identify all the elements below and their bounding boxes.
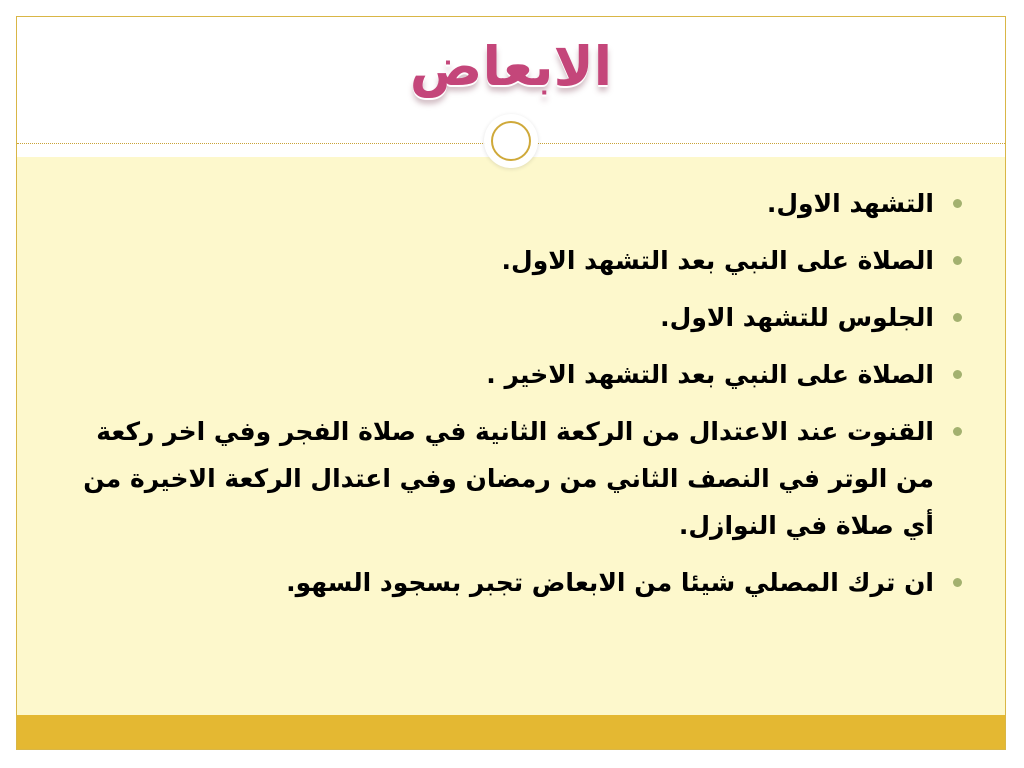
bullet-dot-icon	[953, 313, 962, 322]
bullet-item	[77, 180, 962, 227]
bullet-text: القنوت عند الاعتدال من الركعة الثانية في صلاة الفجر وفي اخر ركعة من الوتر في النصف الثاني من رمضان وفي اعتدال الركعة الاخيرة من أي صلاة في النوازل.	[83, 417, 934, 540]
ring-ornament-icon	[484, 114, 538, 168]
bullet-text: ان ترك المصلي شيئا من الابعاض تجبر بسجود السهو.	[286, 568, 934, 597]
bullet-text: الصلاة على النبي بعد التشهد الاخير .	[486, 360, 934, 389]
bullet-item	[77, 408, 962, 549]
bullet-text: التشهد الاول.	[766, 189, 934, 218]
bullet-dot-icon	[953, 370, 962, 379]
bullet-item	[77, 237, 962, 284]
bullet-dot-icon	[953, 578, 962, 587]
footer-bar	[17, 715, 1005, 749]
slide-title: الابعاض	[409, 35, 613, 98]
ornament-ring	[491, 121, 531, 161]
bullet-item	[77, 294, 962, 341]
bullet-dot-icon	[953, 427, 962, 436]
bullet-dot-icon	[953, 256, 962, 265]
bullet-item	[77, 559, 962, 606]
bullet-list	[77, 180, 962, 616]
bullet-item	[77, 351, 962, 398]
bullet-text: الصلاة على النبي بعد التشهد الاول.	[501, 246, 934, 275]
bullet-text: الجلوس للتشهد الاول.	[660, 303, 934, 332]
bullet-dot-icon	[953, 199, 962, 208]
